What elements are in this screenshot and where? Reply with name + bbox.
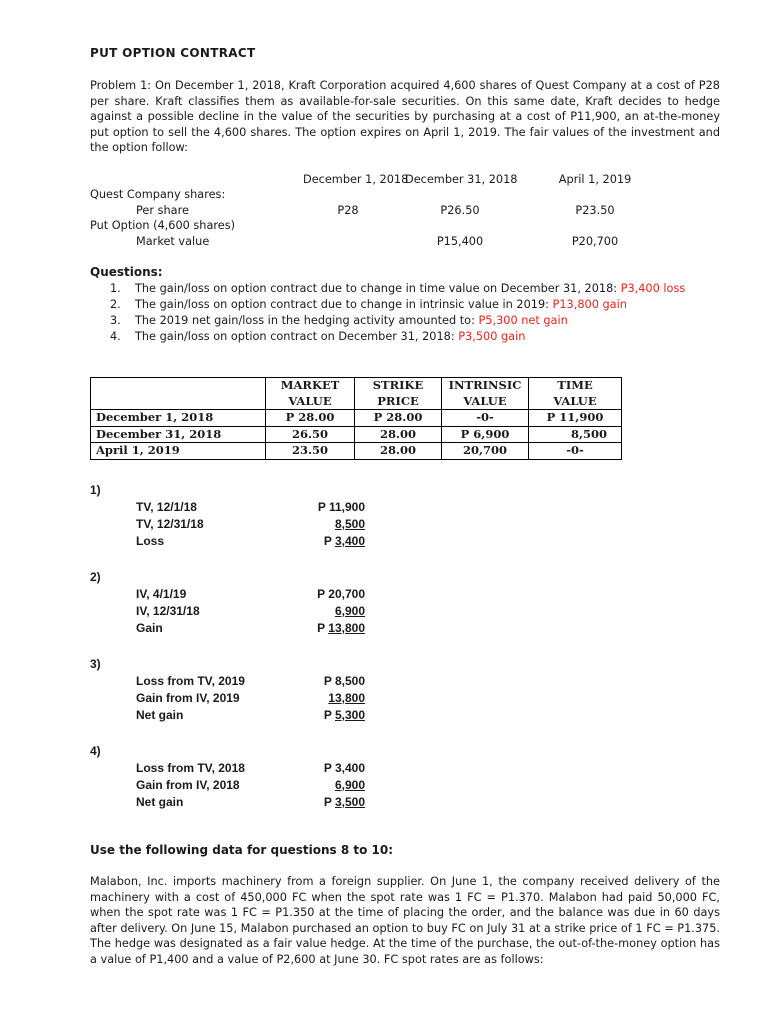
questions-heading: Questions: (90, 265, 163, 279)
question-item (110, 297, 685, 313)
page-title: PUT OPTION CONTRACT (90, 46, 256, 60)
solution-1-number: 1) (90, 483, 101, 497)
table-cell: 8,500 (529, 426, 622, 443)
question-answer: P3,400 loss (620, 282, 686, 295)
total-amount: 13,800 (328, 621, 365, 635)
table-cell: -0- (529, 443, 622, 460)
table-cell: 23.50 (266, 443, 355, 460)
solution-3-number: 3) (90, 657, 101, 671)
solution-1-value: P 11,900 (317, 500, 365, 514)
solution-2-number: 2) (90, 570, 101, 584)
table-header-strike-price: STRIKE PRICE (355, 378, 442, 410)
question-item (110, 313, 685, 329)
question-answer: P3,500 gain (458, 330, 526, 343)
solution-2-label: IV, 4/1/19 (136, 587, 187, 601)
table-cell-date: April 1, 2019 (91, 443, 266, 460)
question-text: The 2019 net gain/loss in the hedging activity amounted to: (135, 314, 479, 327)
solution-1-label: Loss (136, 534, 165, 548)
table-row (91, 410, 622, 427)
table-cell: -0- (442, 410, 529, 427)
table-cell: 20,700 (442, 443, 529, 460)
fv-date-3: April 1, 2019 (558, 173, 632, 186)
table-header-blank (91, 378, 266, 410)
solution-1-total (324, 534, 365, 548)
total-amount: 3,500 (334, 795, 365, 809)
per-share-label: Per share (136, 204, 189, 217)
solution-3-total (324, 708, 365, 722)
table-cell: P 6,900 (442, 426, 529, 443)
table-header-time-value: TIME VALUE (529, 378, 622, 410)
use-data-heading: Use the following data for questions 8 to 10: (90, 843, 394, 857)
table-row (91, 426, 622, 443)
solution-1-label: TV, 12/31/18 (136, 517, 204, 531)
question-text: The gain/loss on option contract on December 31, 2018: (135, 330, 459, 343)
table-header-market-value: MARKET VALUE (266, 378, 355, 410)
table-cell: P 11,900 (529, 410, 622, 427)
question-answer: P5,300 net gain (478, 314, 568, 327)
total-amount: 5,300 (334, 708, 365, 722)
question-item (110, 329, 685, 345)
solution-2-label: IV, 12/31/18 (136, 604, 200, 618)
solution-3-label: Net gain (136, 708, 184, 722)
table-cell-date: December 1, 2018 (91, 410, 266, 427)
table-cell: P 28.00 (355, 410, 442, 427)
market-value-label: Market value (136, 235, 210, 248)
solution-4-label: Gain from IV, 2018 (136, 778, 240, 792)
fv-date-2: December 31, 2018 (405, 173, 518, 186)
per-share-apr1: P23.50 (575, 204, 615, 217)
table-cell: 26.50 (266, 426, 355, 443)
solution-1-label: TV, 12/1/18 (136, 500, 197, 514)
table-cell-date: December 31, 2018 (91, 426, 266, 443)
table-cell: 28.00 (355, 443, 442, 460)
solution-2-value: P 20,700 (317, 587, 365, 601)
solution-3-label: Gain from IV, 2019 (136, 691, 240, 705)
per-share-dec1: P28 (337, 204, 359, 217)
currency-prefix: P (317, 621, 329, 635)
per-share-dec31: P26.50 (440, 204, 480, 217)
solution-3-label: Loss from TV, 2019 (136, 674, 245, 688)
total-amount: 3,400 (334, 534, 365, 548)
table-row (91, 443, 622, 460)
malabon-paragraph: Malabon, Inc. imports machinery from a foreign supplier. On June 1, the company received delivery of the machinery with a cost of 450,000 FC when the spot rate was 1 FC = P1.370. Malabon had paid 50,000 FC, when the spot rate was 1 FC = P1.350 at the time of placing the order, and the balance was due in 60 days after delivery. On June 15, Malabon purchased an option to buy FC on July 31 at a strike price of 1 FC = P1.375. The hedge was designated as a fair value hedge. At the time of the purchase, the out-of-the-money option has a value of P1,400 and a value of P2,600 at June 30. FC spot rates are as follows: (90, 875, 720, 966)
solution-3-value: P 8,500 (323, 674, 365, 688)
solution-4-value: 6,900 (334, 778, 365, 792)
solution-1-value: 8,500 (334, 517, 365, 531)
solution-4-label: Loss from TV, 2018 (136, 761, 245, 775)
option-value-table (90, 377, 622, 460)
question-number: 3. (110, 314, 121, 327)
solution-4-label: Net gain (136, 795, 184, 809)
currency-prefix: P (323, 795, 335, 809)
market-value-apr1: P20,700 (571, 235, 619, 248)
question-item (110, 281, 685, 297)
question-answer: P13,800 gain (552, 298, 627, 311)
question-number: 1. (110, 282, 121, 295)
solution-2-total (317, 621, 365, 635)
solution-2-label: Gain (136, 621, 163, 635)
questions-list (110, 281, 685, 345)
solution-3-value: 13,800 (328, 691, 365, 705)
problem-1-paragraph: Problem 1: On December 1, 2018, Kraft Corporation acquired 4,600 shares of Quest Company at a cost of P28 per share. Kraft classifies them as available-for-sale securities. On this same date, Kraft decides to hedge against a possible decline in the value of the securities by purchasing at a cost of P11,900, an at-the-money put option to sell the 4,600 shares. The option expires on April 1, 2019. The fair values of the investment and the option follow: (90, 79, 720, 155)
market-value-dec31: P15,400 (436, 235, 484, 248)
solution-2-value: 6,900 (334, 604, 365, 618)
question-number: 2. (110, 298, 121, 311)
fv-date-1: December 1, 2018 (303, 173, 409, 186)
question-number: 4. (110, 330, 121, 343)
currency-prefix: P (323, 708, 335, 722)
question-text: The gain/loss on option contract due to change in time value on December 31, 2018: (135, 282, 621, 295)
table-cell: 28.00 (355, 426, 442, 443)
quest-shares-label: Quest Company shares: (90, 188, 226, 201)
question-text: The gain/loss on option contract due to change in intrinsic value in 2019: (135, 298, 553, 311)
solution-4-total (324, 795, 365, 809)
table-cell: P 28.00 (266, 410, 355, 427)
currency-prefix: P (323, 534, 335, 548)
solution-4-number: 4) (90, 744, 101, 758)
table-header-intrinsic-value: INTRINSIC VALUE (442, 378, 529, 410)
solution-4-value: P 3,400 (323, 761, 365, 775)
put-option-label: Put Option (4,600 shares) (90, 219, 236, 232)
